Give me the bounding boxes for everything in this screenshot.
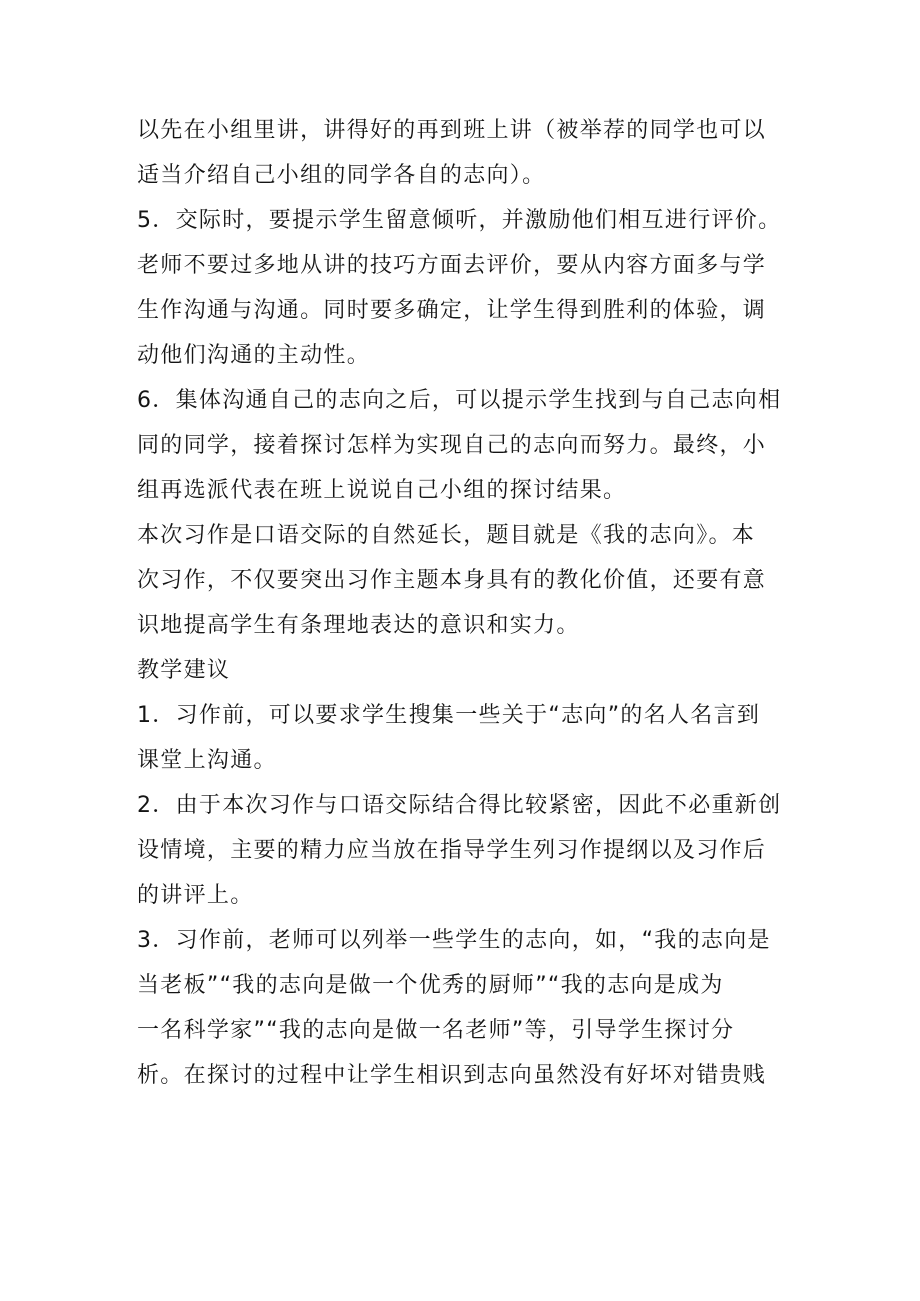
text-line: 老师不要过多地从讲的技巧方面去评价，要从内容方面多与学 <box>137 253 767 278</box>
text-line: 2．由于本次习作与口语交际结合得比较紧密，因此不必重新创 <box>137 793 782 818</box>
text-line: 课堂上沟通。 <box>137 748 277 773</box>
text-line: 识地提高学生有条理地表达的意识和实力。 <box>137 613 580 638</box>
text-line: 的讲评上。 <box>137 883 254 908</box>
text-line: 次习作，不仅要突出习作主题本身具有的教化价值，还要有意 <box>137 568 767 593</box>
text-line: 适当介绍自己小组的同学各自的志向）。 <box>137 163 546 188</box>
text-line: 本次习作是口语交际的自然延长，题目就是《我的志向》。本 <box>137 523 756 548</box>
text-line: 一名科学家”“我的志向是做一名老师”等，引导学生探讨分 <box>137 1018 735 1043</box>
document-body <box>137 108 787 1098</box>
text-line: 动他们沟通的主动性。 <box>137 343 371 368</box>
text-line: 设情境，主要的精力应当放在指导学生列习作提纲以及习作后 <box>137 838 767 863</box>
section-heading: 教学建议 <box>137 658 231 683</box>
text-line: 1．习作前，可以要求学生搜集一些关于“志向”的名人名言到 <box>137 703 761 728</box>
text-line: 析。在探讨的过程中让学生相识到志向虽然没有好坏对错贵贱 <box>137 1063 767 1088</box>
text-line: 6．集体沟通自己的志向之后，可以提示学生找到与自己志向相 <box>137 388 782 413</box>
text-line: 当老板”“我的志向是做一个优秀的厨师”“我的志向是成为 <box>137 973 724 998</box>
text-line: 生作沟通与沟通。同时要多确定，让学生得到胜利的体验，调 <box>137 298 767 323</box>
text-line: 组再选派代表在班上说说自己小组的探讨结果。 <box>137 478 627 503</box>
text-line: 5．交际时，要提示学生留意倾听，并激励他们相互进行评价。 <box>137 208 782 233</box>
text-line: 同的同学，接着探讨怎样为实现自己的志向而努力。最终，小 <box>137 433 767 458</box>
text-line: 3．习作前，老师可以列举一些学生的志向，如，“我的志向是 <box>137 928 771 953</box>
text-line: 以先在小组里讲，讲得好的再到班上讲（被举荐的同学也可以 <box>137 118 767 143</box>
